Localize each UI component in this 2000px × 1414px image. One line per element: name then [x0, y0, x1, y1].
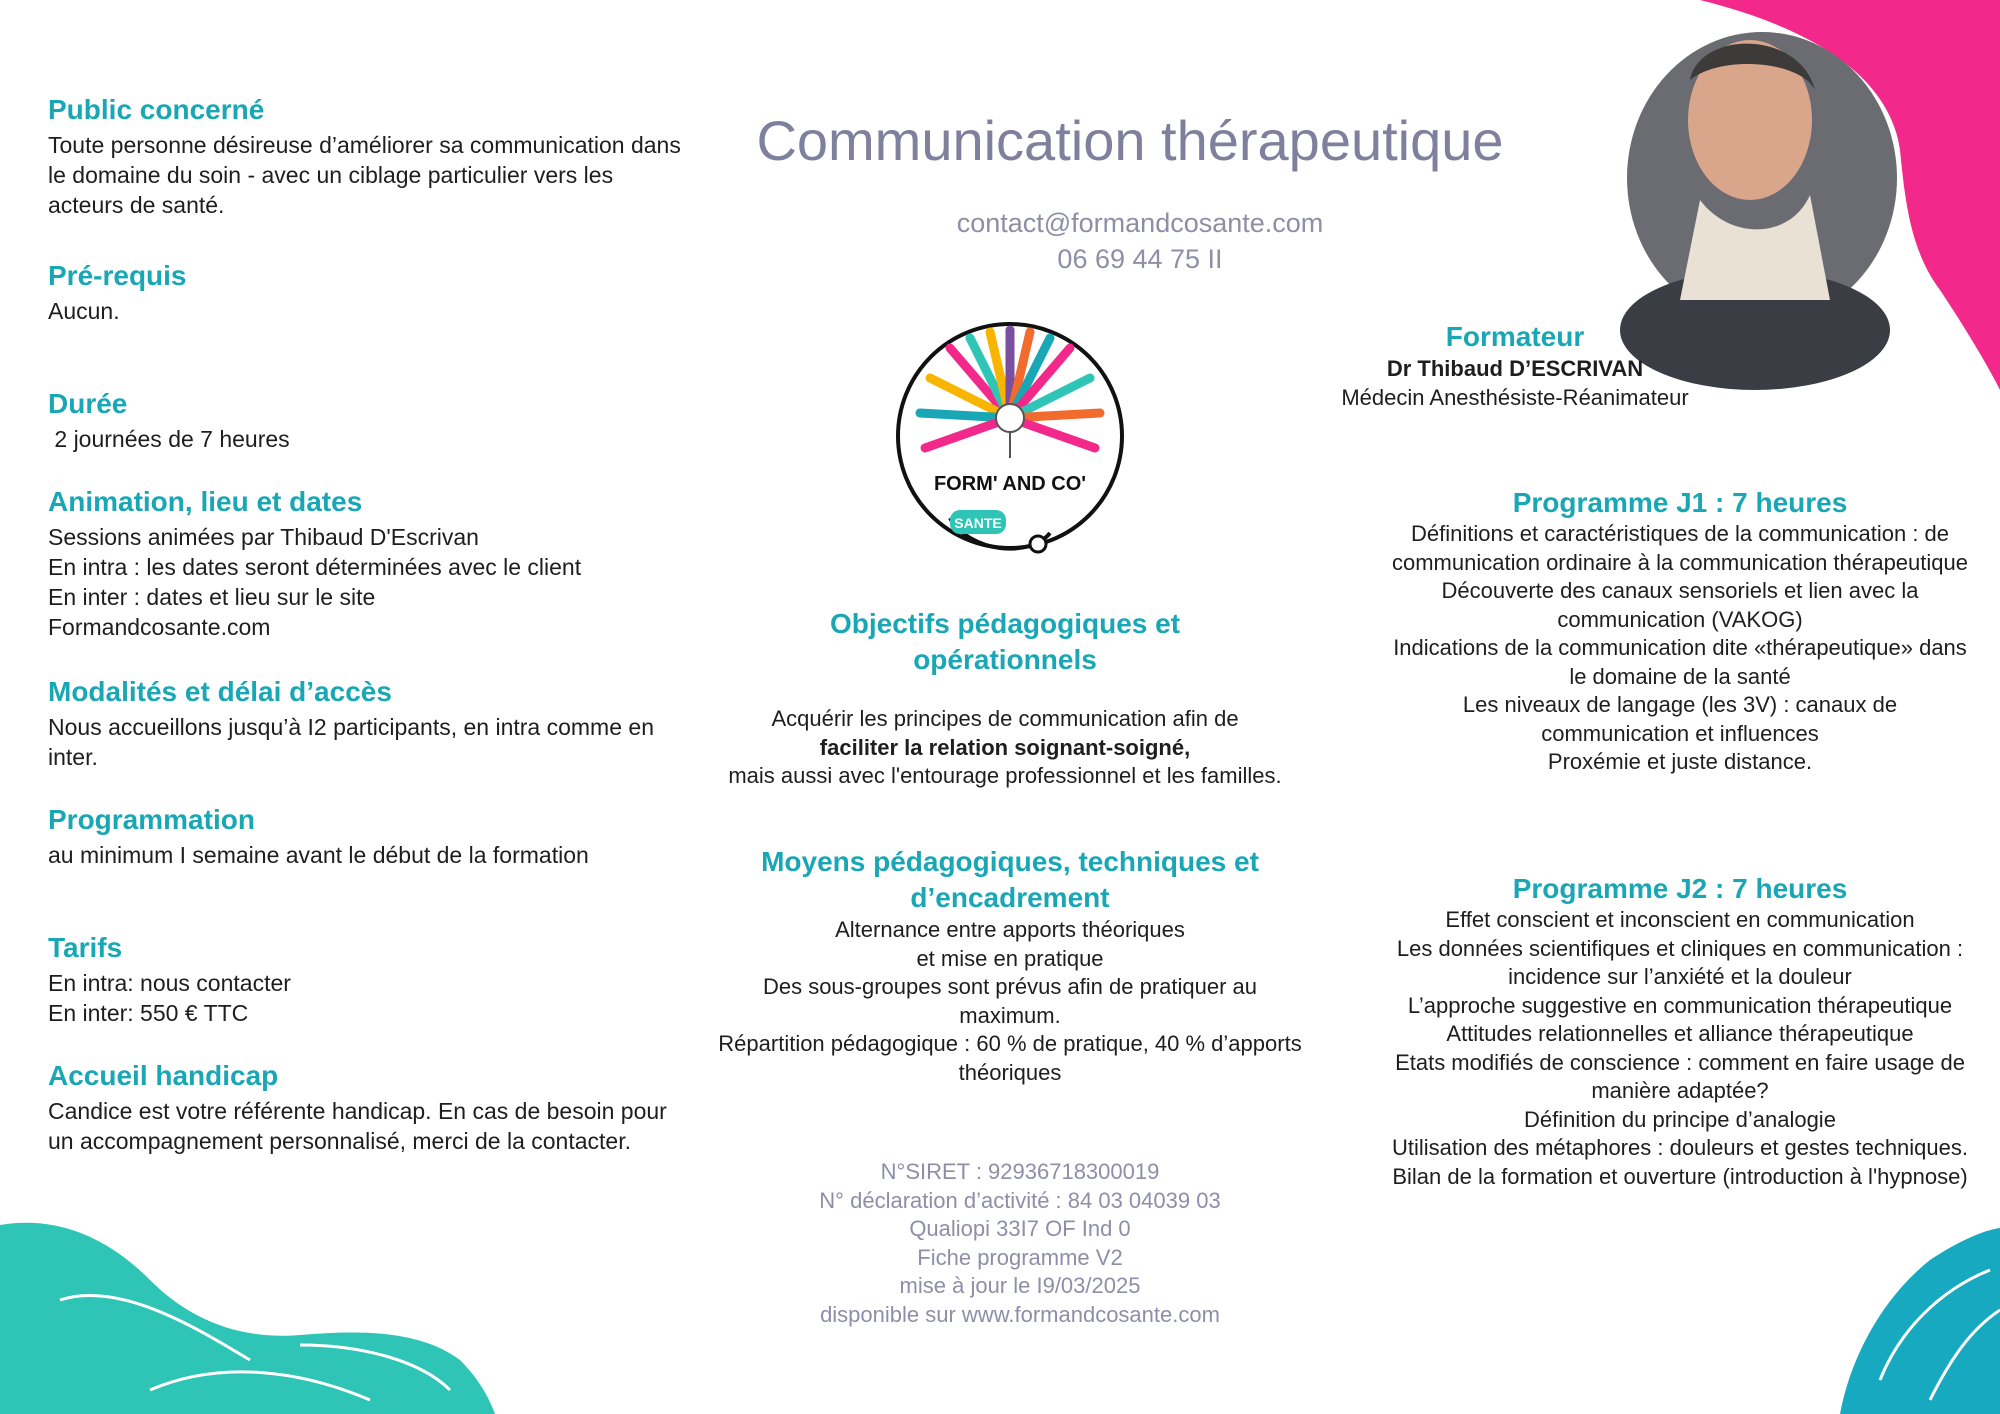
heading-duree: Durée	[48, 388, 128, 419]
section-handicap	[48, 1058, 688, 1156]
footer-website[interactable]: disponible sur www.formandcosante.com	[820, 1301, 1220, 1327]
footer-update: mise à jour le I9/03/2025	[899, 1273, 1141, 1298]
text-programmation: au minimum I semaine avant le début de la formation	[48, 842, 589, 868]
contact-phone[interactable]: 06 69 44 75 II	[1057, 244, 1223, 274]
teal-wave-right-shape	[1840, 1228, 2000, 1414]
logo-tag-text: SANTE	[954, 515, 1002, 531]
section-prereq	[48, 258, 688, 326]
teal-wave-left-shape	[0, 1223, 495, 1414]
brand-logo	[890, 318, 1130, 568]
programme-j1-line: Découverte des canaux sensoriels et lien avec la communication (VAKOG)	[1441, 578, 1919, 632]
text-tarif-line: En inter: 550 € TTC	[48, 1000, 249, 1026]
section-objectifs	[790, 606, 1220, 678]
section-programmation	[48, 802, 688, 870]
objectifs-bold-line: faciliter la relation soignant-soigné,	[819, 734, 1191, 760]
footer-qualiopi: Qualiopi 33I7 OF Ind 0	[909, 1216, 1131, 1241]
logo-brand-text: FORM' AND CO'	[933, 473, 1087, 495]
programme-j1-line: Les niveaux de langage (les 3V) : canaux de communication et influences	[1462, 692, 1898, 746]
moyens-line: Alternance entre apports théoriques	[835, 917, 1185, 942]
section-animation	[48, 484, 688, 642]
text-animation-line: En intra : les dates seront déterminées avec le client	[48, 554, 582, 580]
section-modalites	[48, 674, 688, 772]
heading-tarifs: Tarifs	[48, 932, 123, 963]
text-prereq: Aucun.	[48, 298, 120, 324]
heading-prereq: Pré-requis	[48, 260, 187, 291]
programme-j2-line: Bilan de la formation et ouverture (introduction à l'hypnose)	[1392, 1163, 1968, 1189]
objectifs-line: Acquérir les principes de communication afin de	[771, 706, 1239, 731]
text-animation-line: Sessions animées par Thibaud D'Escrivan	[48, 524, 479, 550]
heading-programme-j1: Programme J1 : 7 heures	[1512, 487, 1848, 518]
heading-objectifs: Objectifs pédagogiques et opérationnels	[829, 608, 1181, 675]
programme-j2-line: Attitudes relationnelles et alliance thérapeutique	[1446, 1021, 1914, 1046]
programme-j2-line: Les données scientifiques et cliniques en communication : incidence sur l’anxiété et la douleur	[1396, 935, 1964, 989]
text-public: Toute personne désireuse d’améliorer sa communication dans le domaine du soin - avec un ciblage particulier vers les acteurs de santé.	[48, 132, 681, 218]
text-animation-line: En inter : dates et lieu sur le site	[48, 584, 376, 610]
programme-j2-line: Définition du principe d’analogie	[1524, 1106, 1836, 1132]
text-modalites: Nous accueillons jusqu’à I2 participants, en intra comme en inter.	[48, 714, 654, 770]
section-duree	[48, 386, 688, 454]
programme-j2-line: Utilisation des métaphores : douleurs et gestes techniques.	[1392, 1135, 1968, 1160]
heading-programmation: Programmation	[48, 804, 255, 835]
heading-public: Public concerné	[48, 94, 265, 125]
section-tarifs	[48, 930, 688, 1028]
programme-j1-line: Proxémie et juste distance.	[1547, 749, 1813, 774]
text-duree: 2 journées de 7 heures	[48, 426, 290, 452]
section-moyens	[718, 844, 1302, 1087]
heading-programme-j2: Programme J2 : 7 heures	[1512, 873, 1848, 904]
section-formateur	[1290, 320, 1740, 412]
formateur-name: Dr Thibaud D’ESCRIVAN	[1386, 356, 1644, 381]
objectifs-line: mais aussi avec l'entourage professionnel et les familles.	[728, 763, 1282, 788]
footer-declaration: N° déclaration d’activité : 84 03 04039 03	[819, 1187, 1221, 1213]
footer-siret: N°SIRET : 9293671830001​9	[880, 1159, 1160, 1184]
page-title: Communication thérapeutique	[756, 109, 1504, 172]
moyens-line: et mise en pratique	[916, 945, 1104, 971]
objectifs-text	[710, 705, 1300, 791]
formateur-role: Médecin Anesthésiste-Réanimateur	[1341, 385, 1689, 410]
heading-moyens: Moyens pédagogiques, techniques et d’encadrement	[761, 846, 1259, 913]
text-tarif-line: En intra: nous contacter	[48, 970, 291, 996]
contact-email[interactable]: contact@formandcosante.com	[956, 208, 1324, 238]
moyens-line: Des sous-groupes sont prévus afin de pratiquer au maximum.	[762, 974, 1258, 1028]
section-public	[48, 92, 688, 220]
moyens-line: Répartition pédagogique : 60 % de pratique, 40 % d’apports théoriques	[718, 1031, 1302, 1085]
heading-animation: Animation, lieu et dates	[48, 486, 363, 517]
section-programme-j2	[1390, 872, 1970, 1191]
programme-j1-line: Indications de la communication dite «thérapeutique» dans le domaine de la santé	[1393, 635, 1967, 689]
section-programme-j1	[1390, 486, 1970, 777]
programme-j2-line: Etats modifiés de conscience : comment en faire usage de manière adaptée?	[1395, 1049, 1965, 1103]
text-handicap: Candice est votre référente handicap. En cas de besoin pour un accompagnement personnalisé, merci de la contacter.	[48, 1098, 667, 1154]
heading-handicap: Accueil handicap	[48, 1060, 279, 1091]
programme-j1-line: Définitions et caractéristiques de la communication : de communication ordinaire à la communication thérapeutique	[1392, 521, 1968, 575]
text-animation-line: Formandcosante.com	[48, 614, 271, 640]
heading-modalites: Modalités et délai d’accès	[48, 676, 392, 707]
programme-j2-line: Effet conscient et inconscient en communication	[1445, 907, 1915, 932]
programme-j2-line: L’approche suggestive en communication thérapeutique	[1407, 992, 1953, 1018]
footer-version: Fiche programme V2	[917, 1244, 1123, 1270]
contact-block	[840, 205, 1440, 277]
heading-formateur: Formateur	[1445, 321, 1585, 352]
footer-legal	[740, 1158, 1300, 1329]
